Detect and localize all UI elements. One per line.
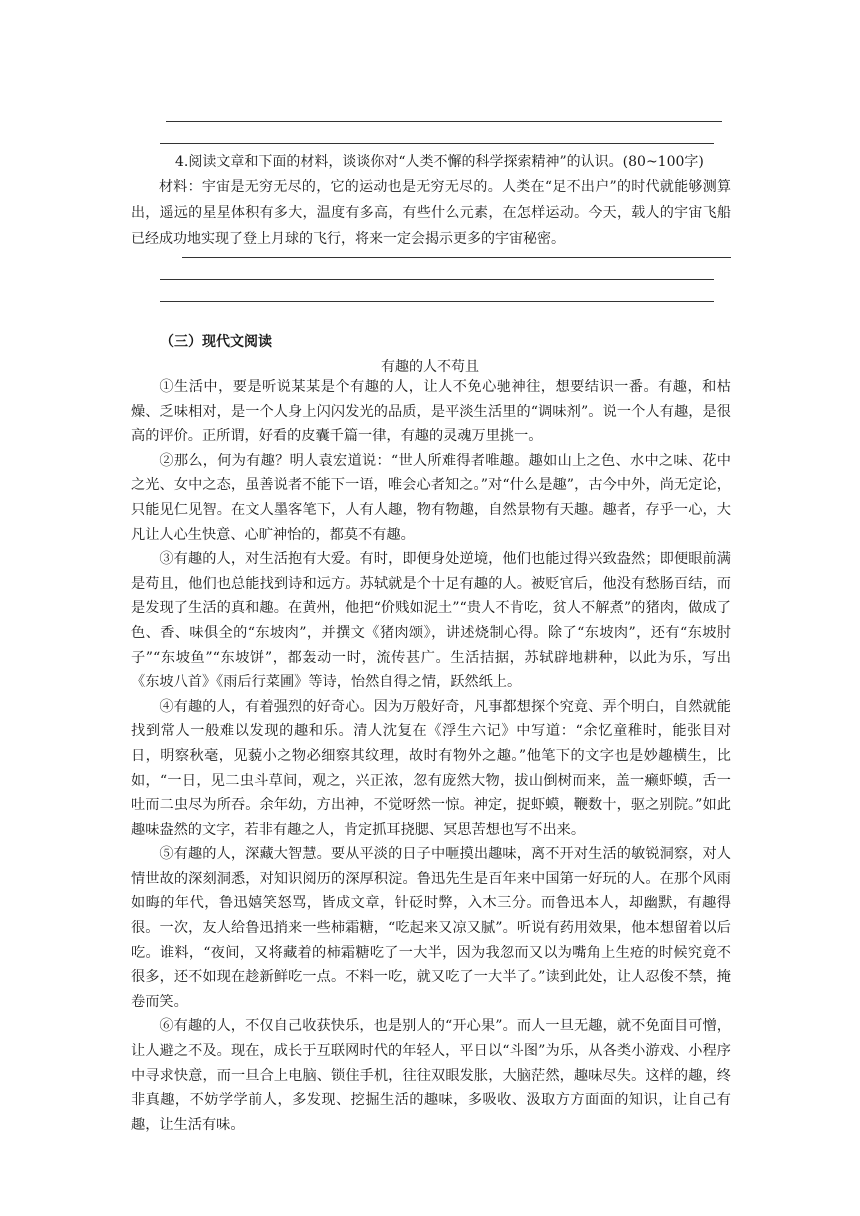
answer-line <box>160 279 714 280</box>
answer-line <box>160 143 714 144</box>
answer-line <box>182 257 731 258</box>
answer-line <box>166 121 722 122</box>
article-paragraph: ⑤有趣的人，深藏大智慧。要从平淡的日子中咂摸出趣味，离不开对生活的敏锐洞察，对人情世故的深刻洞悉，对知识阅历的深厚积淀。鲁迅先生是百年来中国第一好玩的人。在那个风雨如晦的年代，鲁迅嬉笑怒骂，皆成文章，针砭时弊，入木三分。而鲁迅本人，却幽默，有趣得很。一次，友人给鲁迅捎来一些柿霜糖，“吃起来又凉又腻”。听说有药用效果，他本想留着以后吃。谁料，“夜间，又将藏着的柿霜糖吃了一大半，因为我忽而又以为嘴角上生疮的时候究竟不很多，还不如现在趁新鲜吃一点。不料一吃，就又吃了一大半了。”读到此处，让人忍俊不禁，掩卷而笑。 <box>131 846 731 1010</box>
answer-line <box>160 301 714 302</box>
article-paragraph: ③有趣的人，对生活抱有大爱。有时，即便身处逆境，他们也能过得兴致盎然；即便眼前满是苟且，他们也总能找到诗和远方。苏轼就是个十足有趣的人。被贬官后，他没有愁肠百结，而是发现了生活的真和趣。在黄州，他把“价贱如泥土”“贵人不肯吃，贫人不解煮”的猪肉，做成了色、香、味俱全的“东坡肉”，并撰文《猪肉颂》，讲述烧制心得。除了“东坡肉”，还有“东坡肘子”“东坡鱼”“东坡饼”，都轰动一时，流传甚广。生活拮据，苏轼辟地耕种，以此为乐，写出《东坡八首》《雨后行菜圃》等诗，怡然自得之情，跃然纸上。 <box>131 551 731 691</box>
question-4-material <box>131 174 731 252</box>
section-heading: （三）现代文阅读 <box>160 334 272 350</box>
article-paragraph: ①生活中，要是听说某某是个有趣的人，让人不免心驰神往，想要结识一番。有趣，和枯燥、乏味相对，是一个人身上闪闪发光的品质，是平淡生活里的“调味剂”。说一个人有趣，是很高的评价。正所谓，好看的皮囊千篇一律，有趣的灵魂万里挑一。 <box>131 379 731 445</box>
article-paragraph: ⑥有趣的人，不仅自己收获快乐，也是别人的“开心果”。而人一旦无趣，就不免面目可憎，让人避之不及。现在，成长于互联网时代的年轻人，平日以“斗图”为乐，从各类小游戏、小程序中寻求快意，而一旦合上电脑、锁住手机，往往双眼发胀，大脑茫然，趣味尽失。这样的趣，终非真趣，不妨学学前人，多发现、挖掘生活的趣味，多吸收、汲取方方面面的知识，让自己有趣，让生活有味。 <box>131 1018 731 1133</box>
article-paragraph: ④有趣的人，有着强烈的好奇心。因为万般好奇，凡事都想探个究竟、弄个明白，自然就能找到常人一般难以发现的趣和乐。清人沈复在《浮生六记》中写道：“余忆童稚时，能张目对日，明察秋毫，见藐小之物必细察其纹理，故时有物外之趣。”他笔下的文字也是妙趣横生，比如，“一日，见二虫斗草间，观之，兴正浓，忽有庞然大物，拔山倒树而来，盖一癞虾蟆，舌一吐而二虫尽为所吞。余年幼，方出神，不觉呀然一惊。神定，捉虾蟆，鞭数十，驱之别院。”如此趣味盎然的文字，若非有趣之人，肯定抓耳挠腮、冥思苦想也写不出来。 <box>131 698 731 838</box>
question-4-prompt: 4.阅读文章和下面的材料，谈谈你对“人类不懈的科学探索精神”的认识。(80~100字) <box>175 154 704 170</box>
article-title: 有趣的人不苟且 <box>381 359 479 375</box>
article-paragraph: ②那么，何为有趣？明人袁宏道说：“世人所难得者唯趣。趣如山上之色、水中之味、花中之光、女中之态，虽善说者不能下一语，唯会心者知之。”对“什么是趣”，古今中外，尚无定论，只能见仁见智。在文人墨客笔下，人有人趣，物有物趣，自然景物有天趣。趣者，存乎一心，大凡让人心生快意、心旷神怡的，都莫不有趣。 <box>131 452 731 543</box>
article-body <box>131 375 731 1137</box>
material-text: 材料：宇宙是无穷无尽的，它的运动也是无穷无尽的。人类在“足不出户”的时代就能够测算出，遥远的星星体积有多大，温度有多高，有些什么元素，在怎样运动。今天，载人的宇宙飞船已经成功地实现了登上月球的飞行，将来一定会揭示更多的宇宙秘密。 <box>131 179 731 247</box>
